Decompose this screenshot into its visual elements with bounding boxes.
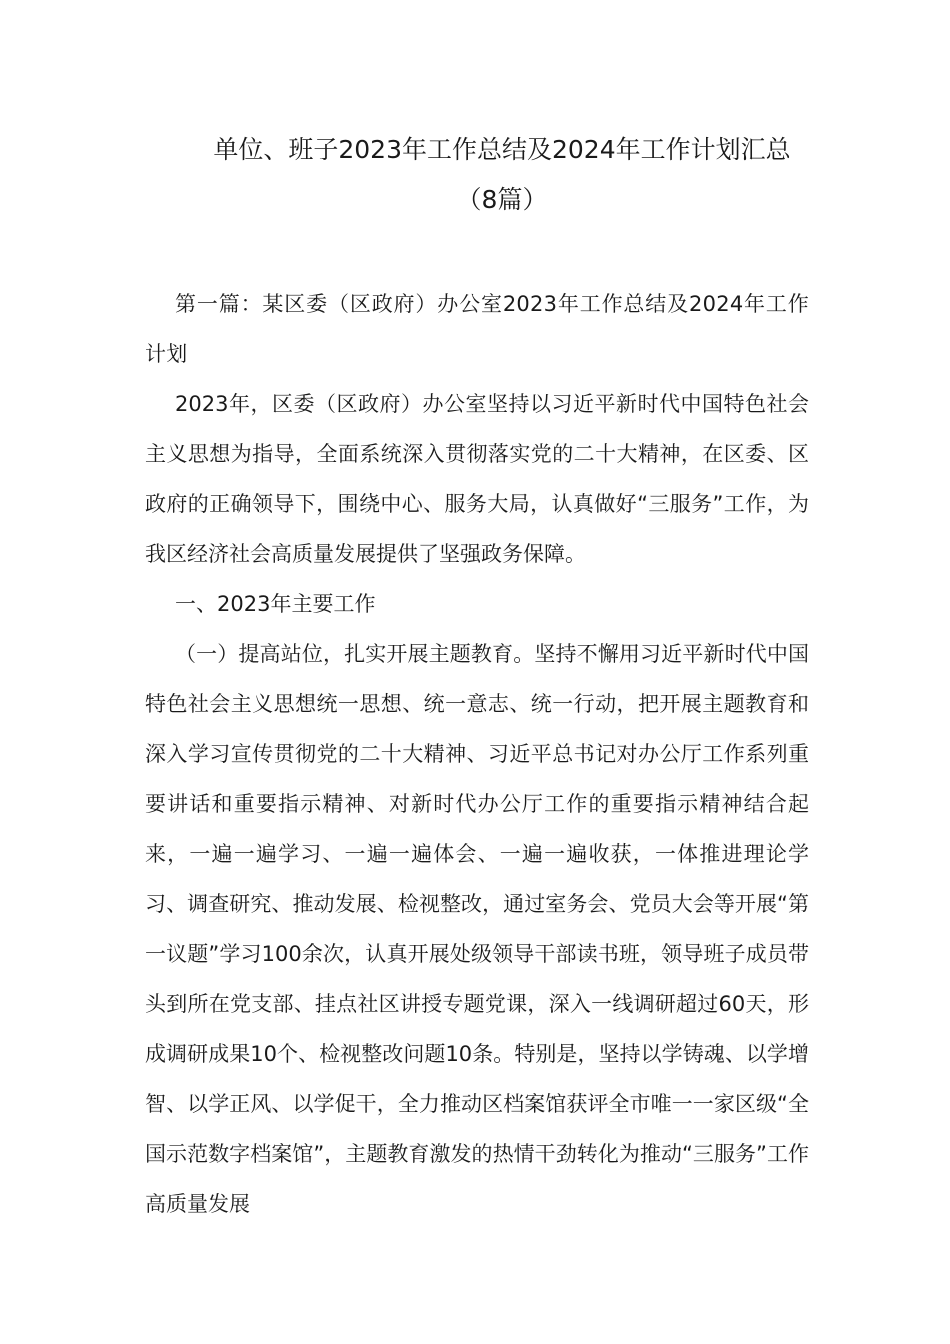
document-subtitle-count: （8篇）	[456, 185, 548, 214]
document-body	[145, 279, 809, 1229]
document-title: 单位、班子2023年工作总结及2024年工作计划汇总	[213, 135, 791, 164]
intro-paragraph: 2023年，区委（区政府）办公室坚持以习近平新时代中国特色社会主义思想为指导，全面系统深入贯彻落实党的二十大精神，在区委、区政府的正确领导下，围绕中心、服务大局，认真做好“三服务”工作，为我区经济社会高质量发展提供了坚强政务保障。	[145, 392, 809, 566]
body-paragraph: （一）提高站位，扎实开展主题教育。坚持不懈用习近平新时代中国特色社会主义思想统一思想、统一意志、统一行动，把开展主题教育和深入学习宣传贯彻党的二十大精神、习近平总书记对办公厅工作系列重要讲话和重要指示精神、对新时代办公厅工作的重要指示精神结合起来，一遍一遍学习、一遍一遍体会、一遍一遍收获，一体推进理论学习、调查研究、推动发展、检视整改，通过室务会、党员大会等开展“第一议题”学习100余次，认真开展处级领导干部读书班，领导班子成员带头到所在党支部、挂点社区讲授专题党课，深入一线调研超过60天，形成调研成果10个、检视整改问题10条。特别是，坚持以学铸魂、以学增智、以学正风、以学促干，全力推动区档案馆获评全市唯一一家区级“全国示范数字档案馆”，主题教育激发的热情干劲转化为推动“三服务”工作高质量发展	[145, 642, 809, 1216]
section-heading: 一、2023年主要工作	[175, 592, 376, 616]
chapter-heading: 第一篇：某区委（区政府）办公室2023年工作总结及2024年工作计划	[145, 292, 809, 366]
